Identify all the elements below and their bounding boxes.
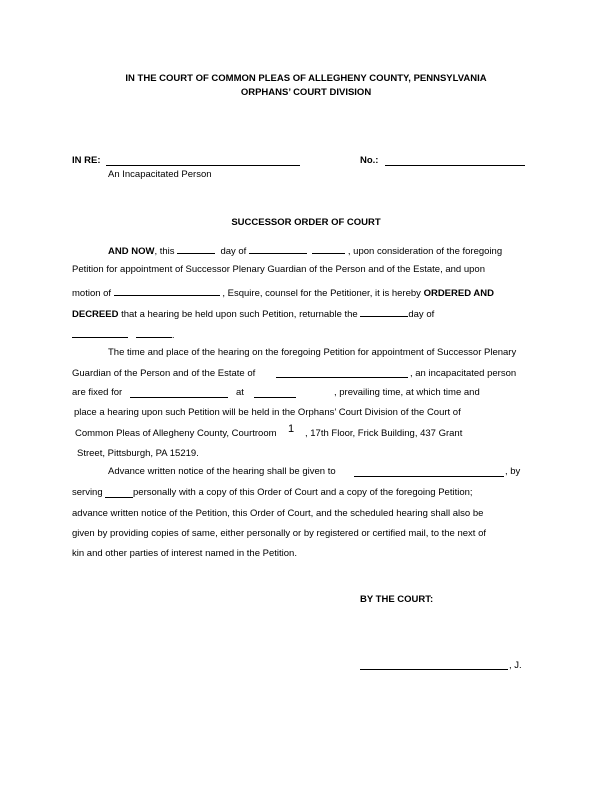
returnable-year-blank[interactable] [136, 328, 172, 338]
month-blank[interactable] [249, 244, 307, 254]
ordered-and: ORDERED AND [423, 288, 494, 299]
p1-line3 [72, 286, 494, 299]
court-heading: IN THE COURT OF COMMON PLEAS OF ALLEGHENY COUNTY, PENNSYLVANIA [125, 73, 487, 84]
year-blank[interactable] [312, 244, 345, 254]
p3-line5: kin and other parties of interest named in the Petition. [72, 548, 297, 559]
hearing-time-blank[interactable] [254, 397, 296, 398]
p1-text: , Esquire, counsel for the Petitioner, it is hereby [222, 288, 421, 299]
p2-line2-end: , an incapacitated person [410, 368, 517, 379]
by-the-court: BY THE COURT: [360, 594, 434, 605]
incapacitated-person-label: An Incapacitated Person [108, 169, 212, 180]
p1-text: day of [220, 246, 247, 257]
returnable-day-blank[interactable] [360, 307, 408, 317]
returnable-month-blank[interactable] [72, 328, 128, 338]
p3-line1a: Advance written notice of the hearing shall be given to [108, 466, 336, 477]
day-blank[interactable] [177, 244, 215, 254]
judge-signature-line[interactable] [360, 669, 508, 670]
notice-recipient-blank[interactable] [354, 476, 504, 477]
order-title: SUCCESSOR ORDER OF COURT [231, 217, 381, 228]
p2-line4: place a hearing upon such Petition will be held in the Orphans’ Court Division of the Court of [74, 407, 461, 418]
p2-line3b: at [236, 387, 244, 398]
p2-line2: Guardian of the Person and of the Estate of [72, 368, 256, 379]
p2-line5a: Common Pleas of Allegheny County, Courtroom [75, 428, 277, 439]
p1-text: motion of [72, 288, 112, 299]
p1-text: . [171, 330, 175, 341]
p2-line3c: , prevailing time, at which time and [334, 387, 480, 398]
p2-line1: The time and place of the hearing on the foregoing Petition for appointment of Successor Plenary [108, 347, 517, 358]
p1-text: , this [154, 246, 175, 257]
case-number-blank[interactable] [385, 165, 525, 166]
in-re-label: IN RE: [72, 155, 101, 166]
case-number-label: No.: [360, 155, 379, 166]
p1-text: that a hearing be held upon such Petition, returnable the [121, 309, 358, 320]
p1-line1 [108, 244, 502, 257]
p3-line4: given by providing copies of same, either personally or by registered or certified mail, to the next of [72, 528, 486, 539]
p3-line3: advance written notice of the Petition, this Order of Court, and the scheduled hearing shall also be [72, 508, 484, 519]
p1-text: day of [408, 309, 435, 320]
counsel-name-blank[interactable] [114, 286, 220, 296]
served-party-blank[interactable] [105, 497, 133, 498]
p1-line2: Petition for appointment of Successor Plenary Guardian of the Person and of the Estate, and upon [72, 264, 485, 275]
p1-line5 [72, 328, 175, 341]
p1-text: , upon consideration of the foregoing [347, 246, 503, 257]
p1-line4 [72, 307, 434, 320]
courtroom-number[interactable]: 1 [288, 423, 295, 435]
p3-line2b: personally with a copy of this Order of Court and a copy of the foregoing Petition; [133, 487, 473, 498]
hearing-date-blank[interactable] [130, 397, 228, 398]
p2-line5b: , 17th Floor, Frick Building, 437 Grant [305, 428, 463, 439]
respondent-name-blank[interactable] [106, 165, 300, 166]
p2-line3a: are fixed for [72, 387, 123, 398]
estate-name-blank[interactable] [276, 377, 408, 378]
judge-suffix: , J. [509, 660, 522, 671]
decreed: DECREED [72, 309, 119, 320]
and-now: AND NOW [108, 246, 155, 257]
p2-line6: Street, Pittsburgh, PA 15219. [77, 448, 199, 459]
division-heading: ORPHANS’ COURT DIVISION [240, 87, 372, 98]
p3-line2a: serving [72, 487, 103, 498]
p3-line1b: , by [505, 466, 521, 477]
